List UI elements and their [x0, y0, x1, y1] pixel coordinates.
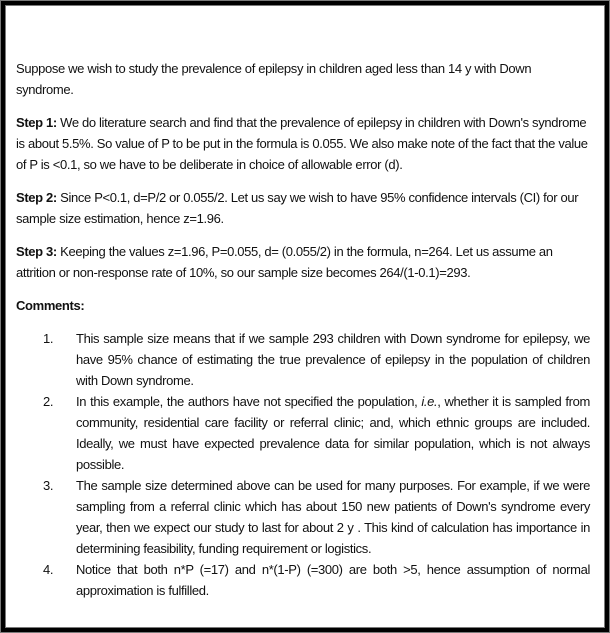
step-1-paragraph — [16, 112, 590, 175]
comment-text-italic: i.e. — [421, 394, 438, 409]
step-3-paragraph — [16, 241, 590, 283]
comments-heading: Comments: — [16, 298, 85, 313]
comment-text: The sample size determined above can be used for many purposes. For example, if we were sampling from a referral clinic which has about 150 new patients of Down's syndrome every year, then we expect our study to last for about 2 y . This kind of calculation has importance in determining feasibility, funding requirement or logistics. — [76, 478, 590, 556]
step-2-label: Step 2: — [16, 190, 57, 205]
step-2-text: Since P<0.1, d=P/2 or 0.055/2. Let us say we wish to have 95% confidence intervals (CI) for our sample size estimation, hence z=1.96. — [16, 190, 579, 226]
intro-paragraph: Suppose we wish to study the prevalence of epilepsy in children aged less than 14 y with Down syndrome. — [16, 61, 532, 97]
comment-text: Notice that both n*P (=17) and n*(1-P) (=300) are both >5, hence assumption of normal approximation is fulfilled. — [76, 562, 590, 598]
step-3-text: Keeping the values z=1.96, P=0.055, d= (0.055/2) in the formula, n=264. Let us assume an attrition or non-response rate of 10%, so our sample size becomes 264/(1-0.1)=293. — [16, 244, 553, 280]
step-1-text: We do literature search and find that the prevalence of epilepsy in children with Down's syndrome is about 5.5%. So value of P to be put in the formula is 0.055. We also make note of the fact that the value of P is <0.1, so we have to be deliberate in choice of allowable error (d). — [16, 115, 588, 172]
step-3-label: Step 3: — [16, 244, 57, 259]
comment-text-part: In this example, the authors have not specified the population, — [76, 394, 422, 409]
step-1-label: Step 1: — [16, 115, 57, 130]
step-2-paragraph — [16, 187, 590, 229]
comment-item-1 — [16, 328, 590, 391]
comments-list — [16, 328, 590, 601]
document-box — [5, 5, 605, 628]
comment-item-3 — [16, 475, 590, 559]
comment-text: This sample size means that if we sample 293 children with Down syndrome for epilepsy, we have 95% chance of estimating the true prevalence of epilepsy in the population of children with Down syndrome. — [76, 331, 590, 388]
comment-item-2 — [16, 391, 590, 475]
comment-number: 3. — [43, 478, 54, 493]
comment-number: 2. — [43, 394, 54, 409]
comment-item-4 — [16, 559, 590, 601]
document-content — [16, 58, 590, 601]
comment-number: 1. — [43, 331, 54, 346]
comment-text-part: , whether it is sampled from community, residential care facility or referral clinic; and, which ethnic groups are included. Ideally, we must have expected prevalence data for similar population, which is not always possible. — [76, 394, 590, 472]
comment-number: 4. — [43, 562, 54, 577]
